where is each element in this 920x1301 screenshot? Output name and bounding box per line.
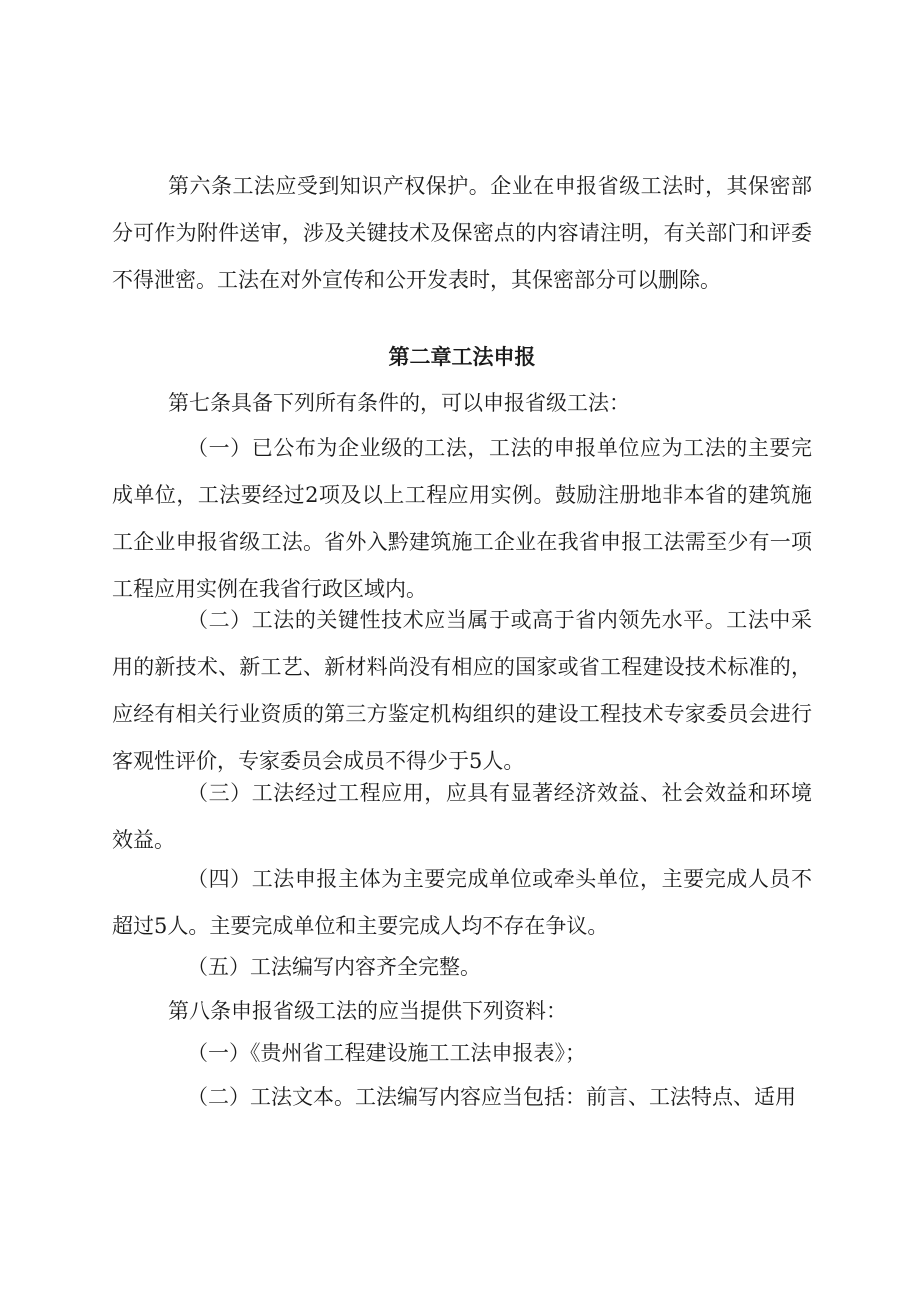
article-7-item-1: （一）已公布为企业级的工法，工法的申报单位应为工法的主要完成单位，工法要经过2项及以上工程应用实例。鼓励注册地非本省的建筑施工企业申报省级工法。省外入黔建筑施工企业在我省申报工法需至少有一项工程应用实例在我省行政区域内。 xyxy=(112,436,812,601)
article-8-intro: 第八条申报省级工法的应当提供下列资料： xyxy=(168,999,567,1023)
article-7-intro: 第七条具备下列所有条件的，可以申报省级工法： xyxy=(168,391,630,415)
article-7-item-3: （三）工法经过工程应用，应具有显著经济效益、社会效益和环境效益。 xyxy=(112,781,812,852)
article-7-item-5: （五）工法编写内容齐全完整。 xyxy=(187,955,481,979)
chapter-2-heading: 第二章工法申报 xyxy=(388,344,536,369)
article-7-item-2: （二）工法的关键性技术应当属于或高于省内领先水平。工法中采用的新技术、新工艺、新材料尚没有相应的国家或省工程建设技术标准的，应经有相关行业资质的第三方鉴定机构组织的建设工程技术专家委员会进行客观性评价，专家委员会成员不得少于5人。 xyxy=(112,608,812,773)
article-6-paragraph: 第六条工法应受到知识产权保护。企业在申报省级工法时，其保密部分可作为附件送审，涉及关键技术及保密点的内容请注明，有关部门和评委不得泄密。工法在对外宣传和公开发表时，其保密部分可以删除。 xyxy=(112,174,812,292)
article-8-item-1: （一）《贵州省工程建设施工工法申报表》； xyxy=(187,1041,586,1065)
article-8-item-2: （二）工法文本。工法编写内容应当包括：前言、工法特点、适用 xyxy=(187,1085,796,1109)
article-7-item-4: （四）工法申报主体为主要完成单位或牵头单位，主要完成人员不超过5人。主要完成单位和主要完成人均不存在争议。 xyxy=(112,867,812,938)
